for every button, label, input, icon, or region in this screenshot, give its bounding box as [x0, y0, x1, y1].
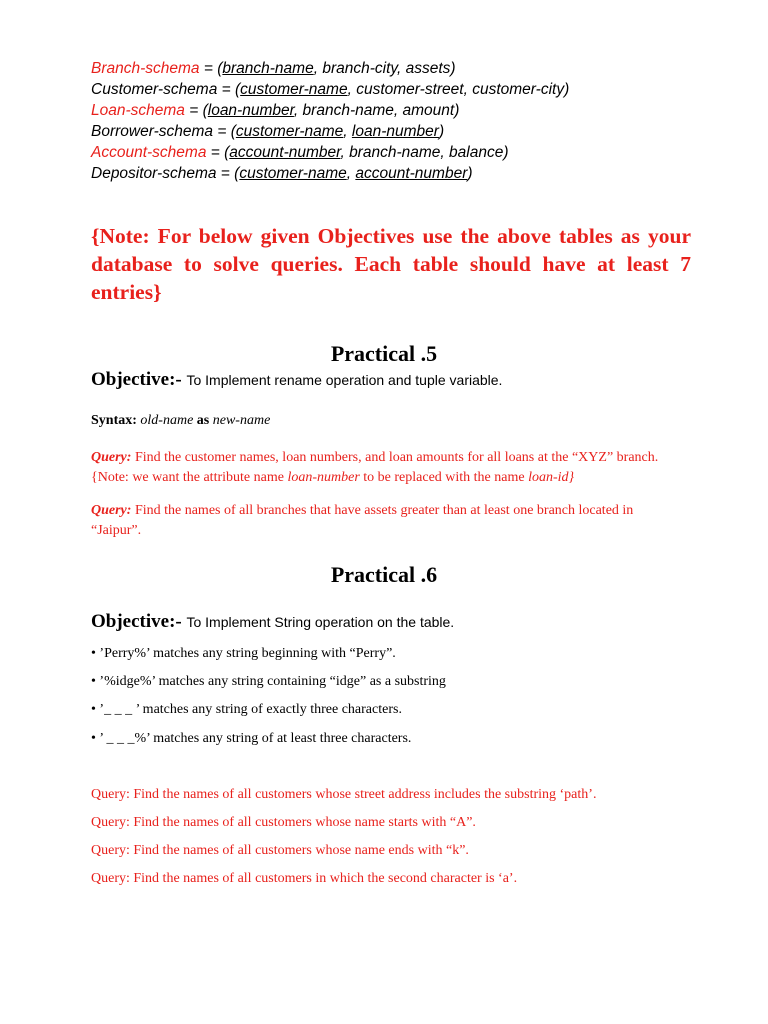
note-paragraph: {Note: For below given Objectives use the above tables as your database to solve queries. Each table should have at least 7 entries}	[91, 224, 691, 304]
schema-attribute: balance	[449, 144, 504, 161]
schema-attribute: branch-city	[322, 60, 397, 77]
schema-name: Depositor-schema	[91, 165, 217, 182]
schema-attribute: customer-city	[472, 81, 565, 98]
schema-line: Account-schema = (account-number, branch-name, balance)	[91, 144, 509, 161]
pattern-bullet: • ’ _ _ _%’ matches any string of at least three characters.	[91, 731, 412, 746]
schema-line: Borrower-schema = (customer-name, loan-number)	[91, 123, 445, 140]
practical-5-query-2	[91, 501, 686, 541]
practical-5-objective	[91, 369, 502, 391]
practical-6-query: Query: Find the names of all customers whose name starts with “A”.	[91, 815, 476, 830]
query-text: Find the customer names, loan numbers, and loan amounts for all loans at the “XYZ” branch. {Note: we want the attribute name	[91, 450, 659, 485]
objective-text: To Implement String operation on the table.	[186, 614, 455, 630]
schema-attribute: assets	[405, 60, 451, 77]
schema-list	[91, 58, 569, 184]
schema-key-attribute: account-number	[355, 165, 468, 182]
syntax-line	[91, 413, 270, 429]
schema-key-attribute: customer-name	[235, 123, 344, 140]
schema-key-attribute: account-number	[229, 144, 341, 161]
query-old-attr: loan-number	[287, 470, 360, 485]
syntax-label: Syntax:	[91, 413, 137, 428]
schema-line: Depositor-schema = (customer-name, account-number)	[91, 165, 473, 182]
practical-6-query: Query: Find the names of all customers whose name ends with “k”.	[91, 843, 469, 858]
schema-key-attribute: branch-name	[222, 60, 314, 77]
syntax-as: as	[196, 413, 210, 428]
schema-line: Customer-schema = (customer-name, customer-street, customer-city)	[91, 81, 570, 98]
query-text: Find the names of all branches that have assets greater than at least one branch located in “Jaipur”.	[91, 503, 634, 538]
pattern-bullet: • ’Perry%’ matches any string beginning with “Perry”.	[91, 646, 396, 661]
practical-5-query-1	[91, 448, 686, 488]
practical-6-title: Practical .6	[330, 562, 438, 587]
syntax-new-name: new-name	[212, 413, 271, 428]
objective-text: To Implement rename operation and tuple variable.	[186, 372, 503, 388]
practical-6-query: Query: Find the names of all customers in which the second character is ‘a’.	[91, 871, 518, 886]
schema-attribute: amount	[402, 102, 455, 119]
objective-label: Objective:-	[91, 611, 187, 632]
pattern-bullet: • ’_ _ _ ’ matches any string of exactly three characters.	[91, 702, 402, 717]
schema-name: Loan-schema	[91, 102, 185, 119]
schema-name: Account-schema	[91, 144, 207, 161]
query-label: Query:	[91, 503, 132, 518]
query-text: to be replaced with the name	[359, 470, 529, 485]
schema-key-attribute: loan-number	[351, 123, 439, 140]
schema-attribute: branch-name	[302, 102, 394, 119]
schema-key-attribute: loan-number	[207, 102, 294, 119]
query-new-attr: loan-id}	[528, 470, 575, 485]
practical-6-objective	[91, 611, 454, 633]
schema-key-attribute: customer-name	[240, 81, 348, 98]
practical-5-title: Practical .5	[330, 341, 438, 366]
schema-line: Branch-schema = (branch-name, branch-city, assets)	[91, 60, 456, 77]
schema-attribute: customer-street	[356, 81, 464, 98]
query-label: Query:	[91, 450, 132, 465]
pattern-bullet: • ’%idge%’ matches any string containing “idge” as a substring	[91, 674, 446, 689]
schema-name: Borrower-schema	[91, 123, 214, 140]
practical-6-query: Query: Find the names of all customers whose street address includes the substring ‘path’.	[91, 787, 597, 802]
schema-name: Branch-schema	[91, 60, 200, 77]
objective-label: Objective:-	[91, 369, 187, 390]
schema-key-attribute: customer-name	[239, 165, 347, 182]
schema-name: Customer-schema	[91, 81, 218, 98]
schema-line: Loan-schema = (loan-number, branch-name, amount)	[91, 102, 460, 119]
schema-attribute: branch-name	[349, 144, 441, 161]
syntax-old-name: old-name	[140, 413, 194, 428]
